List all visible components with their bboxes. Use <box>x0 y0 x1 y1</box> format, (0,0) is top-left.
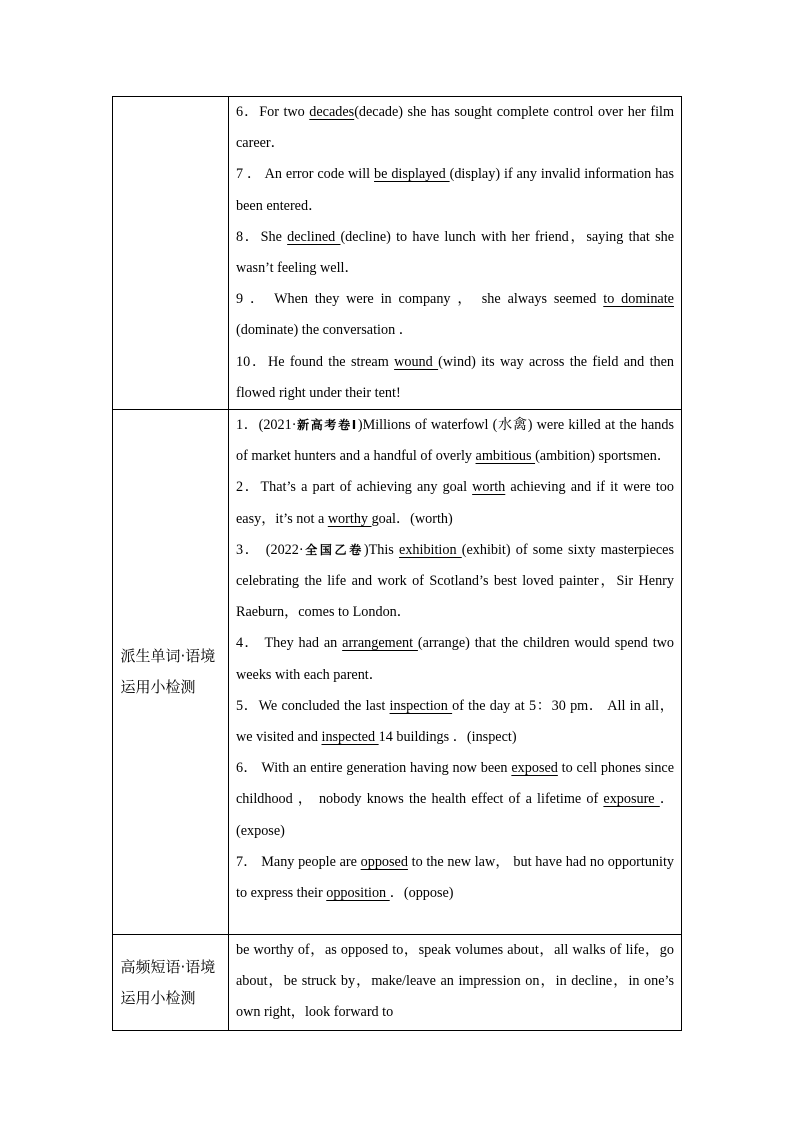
item-text: 1．(2021· <box>236 417 297 434</box>
item-text: 7 ． An error code will <box>236 166 375 183</box>
exercise-table <box>112 96 682 1031</box>
exercise-item <box>236 472 674 534</box>
answer-blank: exposure <box>603 791 660 808</box>
item-text: 9 ． When they were in company ， she always seemed <box>236 291 604 308</box>
item-text: 14 buildings ．(inspect) <box>378 729 517 746</box>
item-text: 3． (2022· <box>236 541 304 558</box>
item-text: 6． With an entire generation having now been <box>236 760 512 777</box>
exercise-item <box>236 691 674 753</box>
exercise-item <box>236 347 674 409</box>
item-text: (decline) to have lunch with her friend，saying that she wasn’t feeling well． <box>236 228 674 277</box>
item-text: 10．He found the stream <box>236 353 395 370</box>
exercise-item <box>236 847 674 909</box>
item-text: ．(oppose) <box>389 885 454 902</box>
answer-blank: exposed <box>511 760 558 777</box>
item-text: 7． Many people are <box>236 853 361 870</box>
exercise-item <box>236 159 674 221</box>
item-text: (dominate) the conversation ． <box>236 322 413 339</box>
exercise-item <box>236 284 674 346</box>
table-row <box>113 935 682 1031</box>
answer-blank: inspected <box>321 729 379 746</box>
item-text: to the new law， but have had no opportunity to express their <box>236 853 674 902</box>
item-text: (ambition) sportsmen． <box>535 448 672 465</box>
answer-blank: decades <box>309 104 355 120</box>
item-text: 4． They had an <box>236 635 343 652</box>
answer-blank: arrangement <box>342 635 418 652</box>
item-text: (arrange) that the children would spend two weeks with each parent． <box>236 635 674 683</box>
exercise-item <box>236 222 674 284</box>
exercise-item <box>236 535 674 629</box>
source-label: 新高考卷Ⅰ <box>296 418 358 433</box>
answer-blank: wound <box>394 353 439 370</box>
item-text: of the day at 5：30 pm． All in all，we visited and <box>236 697 674 746</box>
answer-blank: opposition <box>326 885 390 902</box>
answer-blank: inspection <box>389 697 453 714</box>
answer-blank: to dominate <box>603 291 674 308</box>
exercise-item <box>236 628 674 690</box>
item-text: )Millions of waterfowl (水禽) were killed at the hands of market hunters and a handful of overly <box>236 417 675 465</box>
section-label: 高频短语·语境运用小检测 <box>120 957 216 1007</box>
answer-blank: opposed <box>360 853 408 870</box>
item-text: goal．(worth) <box>371 510 453 527</box>
item-text: (wind) its way across the field and then flowed right under their tent! <box>236 353 675 401</box>
answer-blank: ambitious <box>475 448 536 465</box>
answer-blank: worth <box>472 479 506 496</box>
source-label: 全国乙卷 <box>303 542 364 557</box>
item-text: (exhibit) of some sixty masterpieces celebrating the life and work of Scotland’s best loved painter，Sir Henry Raeburn，comes to London． <box>236 541 675 621</box>
item-text: (display) if any invalid information has been entered． <box>236 166 674 214</box>
item-text: achieving and if it were too easy，it’s not a <box>236 479 674 527</box>
section-label-cell <box>113 935 229 1031</box>
item-text: )This <box>363 541 400 558</box>
table-row <box>113 97 682 410</box>
section-label-cell <box>113 97 229 410</box>
answer-blank: declined <box>287 228 341 245</box>
exercise-item <box>236 410 674 472</box>
answer-blank: worthy <box>327 510 372 527</box>
table-row <box>113 410 682 935</box>
item-text: 5．We concluded the last <box>236 697 390 714</box>
answer-blank: be displayed <box>374 166 450 183</box>
exercise-item <box>236 753 674 847</box>
section-label-cell <box>113 410 229 935</box>
item-text: 8．She <box>236 228 288 245</box>
content-cell <box>229 935 682 1031</box>
item-text: ．(expose) <box>236 791 675 839</box>
section-label: 派生单词·语境运用小检测 <box>120 647 216 697</box>
content-cell <box>229 410 682 935</box>
item-text: to cell phones since childhood ， nobody knows the health effect of a lifetime of <box>236 760 675 808</box>
content-cell <box>229 97 682 410</box>
item-text: 2．That’s a part of achieving any goal <box>236 479 473 496</box>
item-text: be worthy of，as opposed to，speak volumes about，all walks of life，go about，be struck by，make/leave an impression on，in decline，in one’s own right，look forward to <box>236 942 674 1021</box>
exercise-item <box>236 935 674 1029</box>
item-text: 6．For two <box>236 104 310 120</box>
exercise-item <box>236 97 674 159</box>
answer-blank: exhibition <box>399 541 462 558</box>
item-text: (decade) she has sought complete control over her film career． <box>236 104 675 152</box>
